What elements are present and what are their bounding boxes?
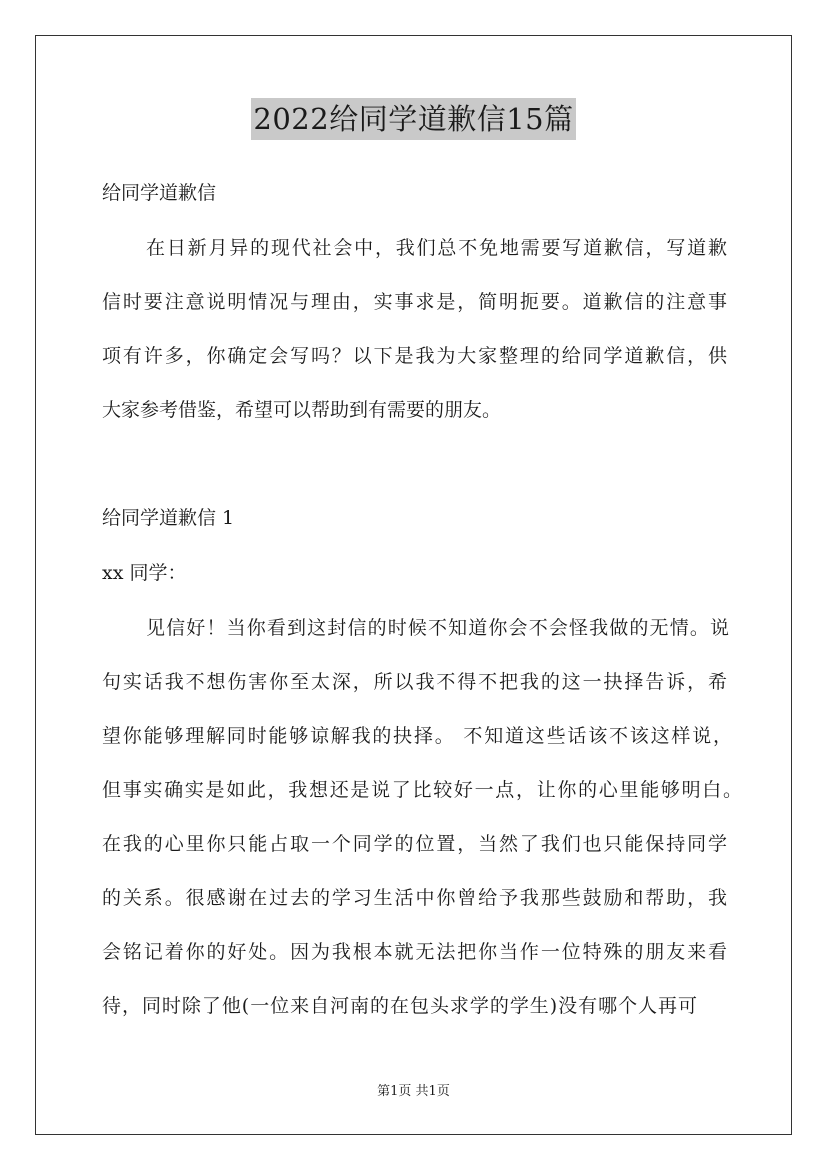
body-line-2: 句实话我不想伤害你至太深，所以我不得不把我的这一抉择告诉，希 bbox=[102, 671, 727, 693]
body-line-8: 待，同时除了他(一位来自河南的在包头求学的学生)没有哪个人再可 bbox=[102, 995, 697, 1017]
page-footer: 第1页 共1页 bbox=[377, 1084, 450, 1099]
body-line-1: 见信好！当你看到这封信的时候不知道你会不会怪我做的无情。说 bbox=[146, 617, 729, 639]
intro-line-1: 在日新月异的现代社会中，我们总不免地需要写道歉信，写道歉 bbox=[146, 237, 727, 259]
body-line-6: 的关系。很感谢在过去的学习生活中你曾给予我那些鼓励和帮助，我 bbox=[102, 887, 727, 909]
document-title: 2022给同学道歉信15篇 bbox=[251, 98, 575, 140]
body-line-5: 在我的心里你只能占取一个同学的位置，当然了我们也只能保持同学 bbox=[102, 833, 727, 855]
body-line-3: 望你能够理解同时能够谅解我的抉择。 不知道这些话该不该这样说， bbox=[102, 725, 732, 747]
salutation: xx 同学： bbox=[102, 562, 187, 584]
intro-line-2: 信时要注意说明情况与理由，实事求是，简明扼要。道歉信的注意事 bbox=[102, 291, 727, 313]
intro-line-3: 项有许多，你确定会写吗？以下是我为大家整理的给同学道歉信，供 bbox=[102, 345, 727, 367]
body-line-4: 但事实确实是如此，我想还是说了比较好一点，让你的心里能够明白。 bbox=[102, 779, 742, 801]
body-line-7: 会铭记着你的好处。因为我根本就无法把你当作一位特殊的朋友来看 bbox=[102, 941, 727, 963]
heading: 给同学道歉信 bbox=[102, 182, 217, 204]
title-container bbox=[0, 98, 827, 140]
intro-line-4: 大家参考借鉴，希望可以帮助到有需要的朋友。 bbox=[102, 399, 502, 421]
section-heading: 给同学道歉信 1 bbox=[102, 507, 235, 529]
